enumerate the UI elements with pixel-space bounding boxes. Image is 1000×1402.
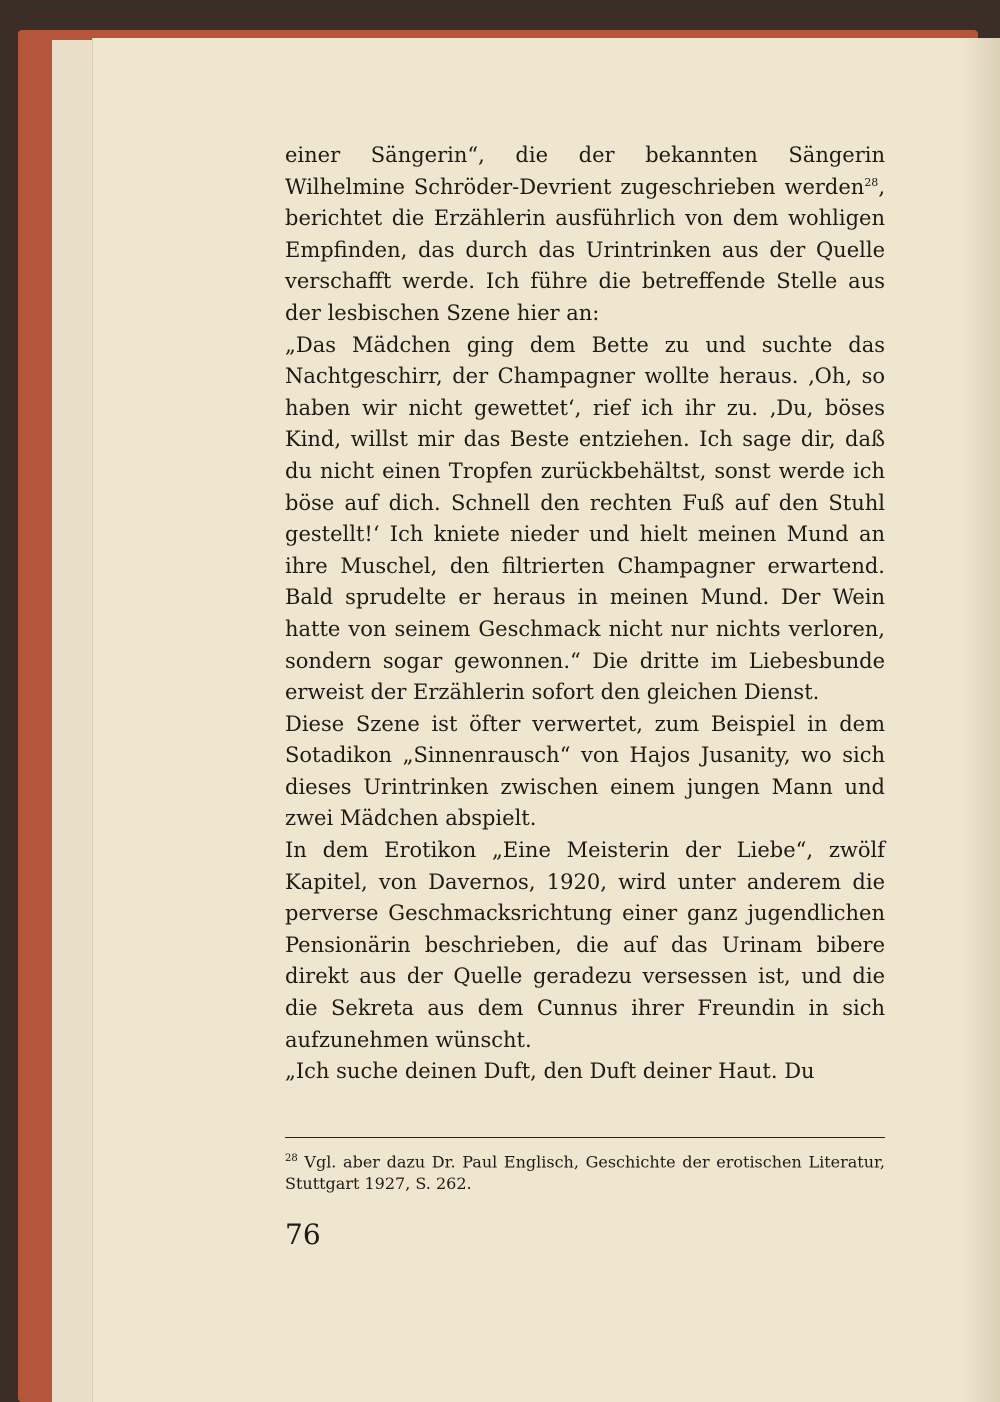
paragraph-text: , berichtet die Erzählerin ausführlich von dem wohligen Empfinden, das durch das Urintrinken aus der Quelle verschafft werde. Ich führe die betreffende Stelle aus der lesbischen Szene hier an: bbox=[285, 174, 885, 325]
paragraph: „Ich suche deinen Duft, den Duft deiner Haut. Du bbox=[285, 1059, 815, 1084]
paragraph bbox=[285, 140, 885, 330]
paragraph: „Das Mädchen ging dem Bette zu und suchte das Nachtgeschirr, der Champagner wollte heraus. ‚Oh, so haben wir nicht gewettet‘, rief ich ihr zu. ‚Du, böses Kind, willst mir das Beste entziehen. Ich sage dir, daß du nicht einen Tropfen zurückbehältst, sonst werde ich böse auf dich. Schnell den rechten Fuß auf den Stuhl gestellt!‘ Ich kniete nieder und hielt meinen Mund an ihre Muschel, den filtrierten Champagner erwartend. Bald sprudelte er heraus in meinen Mund. Der Wein hatte von seinem Geschmack nicht nur nichts verloren, sondern sogar gewonnen.“ Die dritte im Liebesbunde erweist der Erzählerin sofort den gleichen Dienst. bbox=[285, 332, 885, 705]
footnote-divider bbox=[285, 1137, 885, 1138]
paragraph: In dem Erotikon „Eine Meisterin der Liebe“, zwölf Kapitel, von Davernos, 1920, wird unter anderem die perverse Geschmacksrichtung einer ganz jugendlichen Pensionärin beschrieben, die auf das Urinam bibere direkt aus der Quelle geradezu versessen ist, und die die Sekreta aus dem Cunnus ihrer Freundin in sich aufzunehmen wünscht. bbox=[285, 838, 885, 1052]
footnote-reference: 28 bbox=[864, 175, 879, 189]
paragraph-text: einer Sängerin“, die der bekannten Sängerin Wilhelmine Schröder-Devrient zugeschrieben werden bbox=[285, 143, 885, 199]
page-number: 76 bbox=[285, 1218, 321, 1251]
footnote-number: 28 bbox=[285, 1153, 298, 1164]
paragraph: Diese Szene ist öfter verwertet, zum Beispiel in dem Sotadikon „Sinnenrausch“ von Hajos Jusanity, wo sich dieses Urintrinken zwischen einem jungen Mann und zwei Mädchen abspielt. bbox=[285, 711, 885, 831]
footnote-text: Vgl. aber dazu Dr. Paul Englisch, Geschichte der erotischen Literatur, Stuttgart 1927, S. 262. bbox=[285, 1152, 885, 1194]
body-text bbox=[285, 140, 885, 1088]
footnote bbox=[285, 1148, 885, 1195]
